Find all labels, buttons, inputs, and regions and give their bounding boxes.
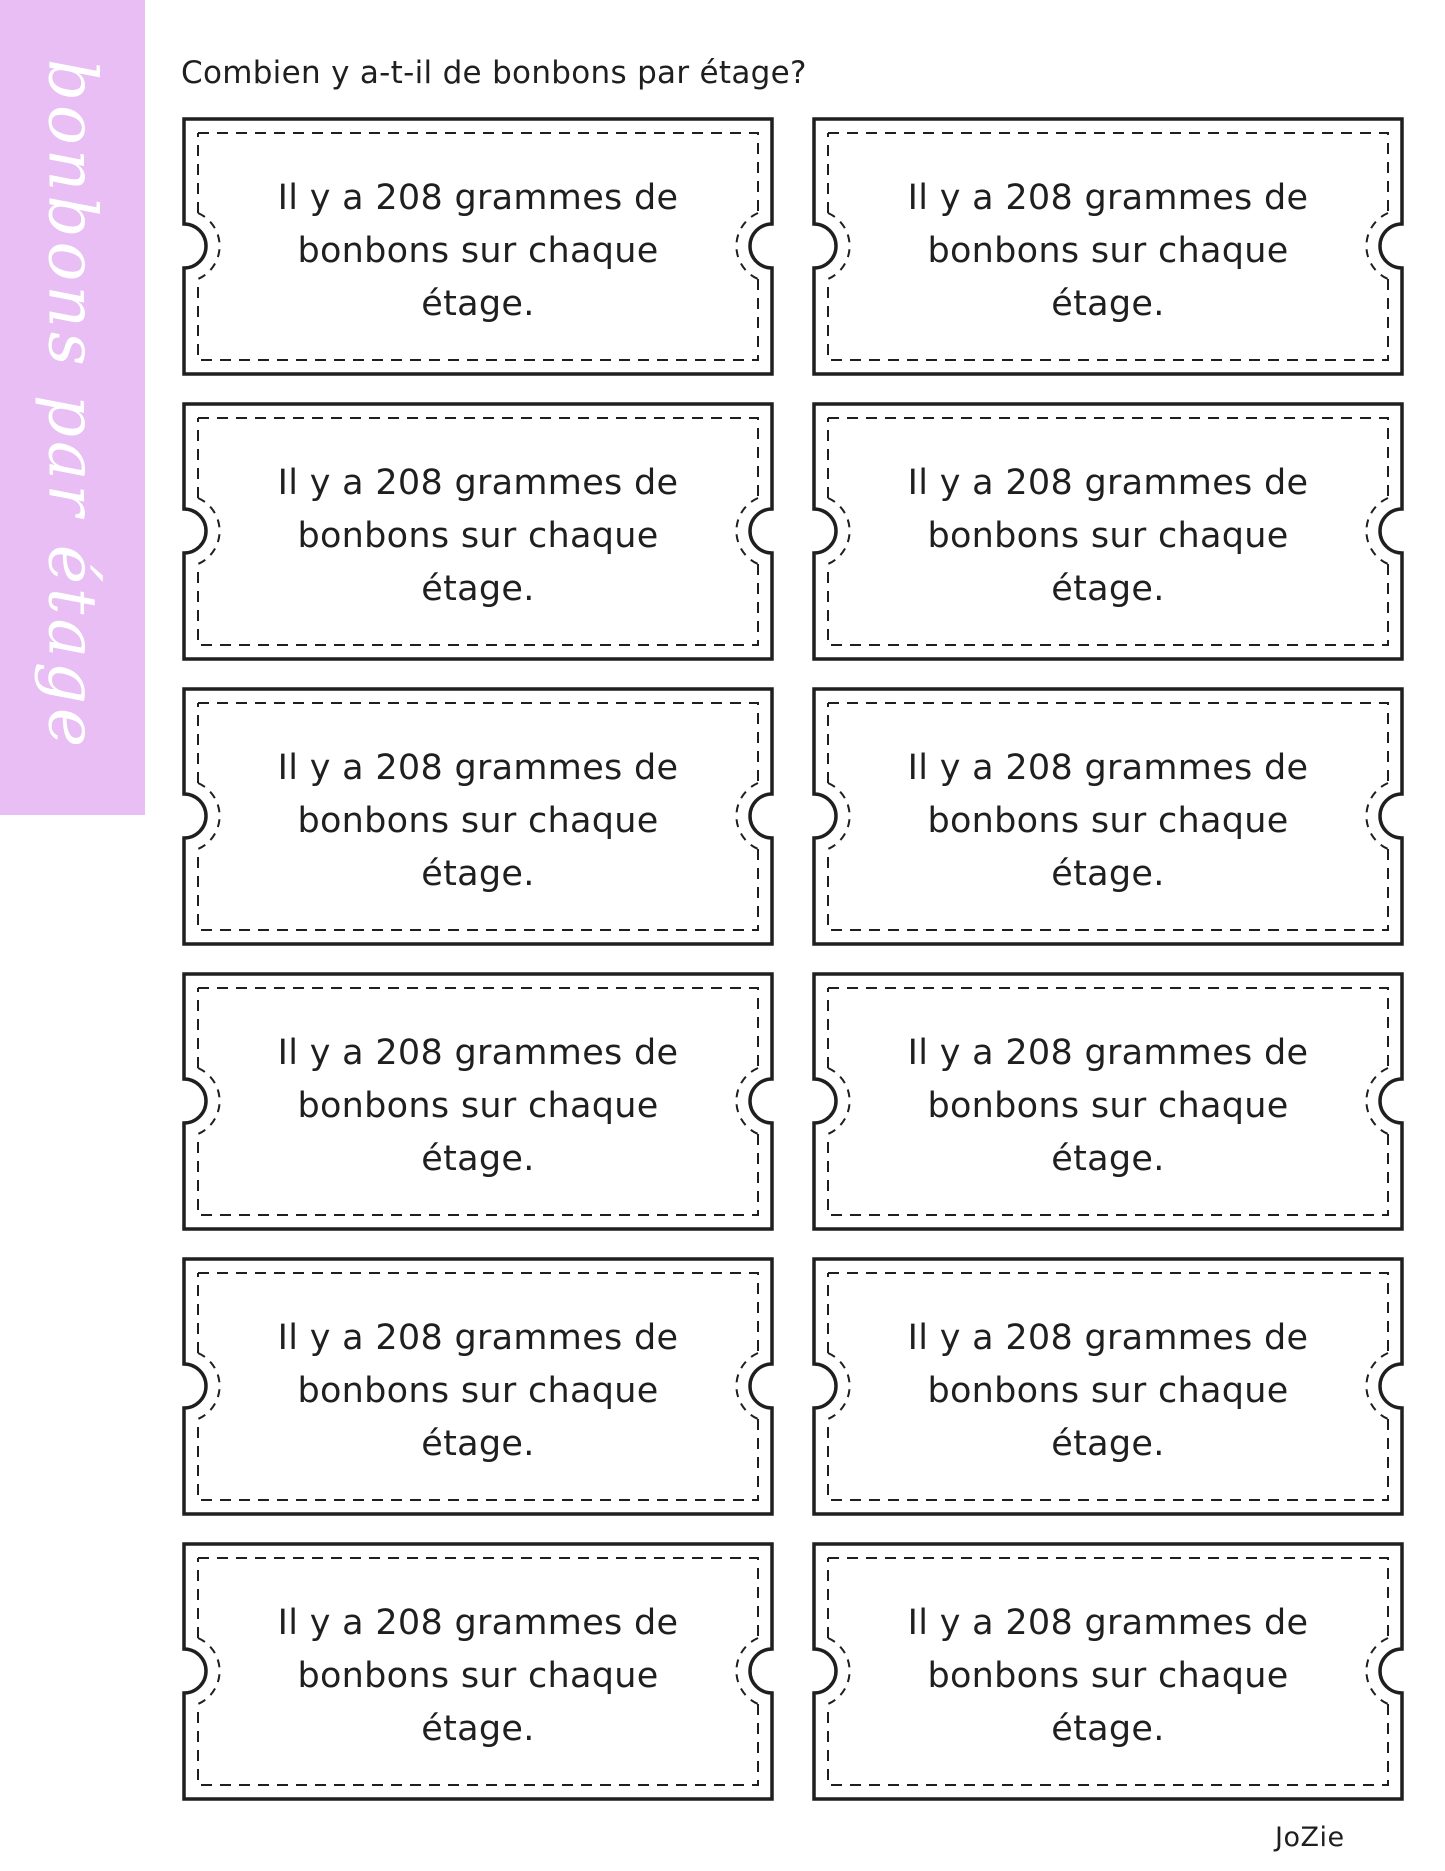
card-line: bonbons sur chaque [297, 1371, 659, 1411]
card-line: Il y a 208 grammes de [907, 178, 1309, 218]
card-line: étage. [1051, 569, 1165, 609]
card-line: étage. [1051, 284, 1165, 324]
card-text [251, 457, 705, 616]
card-line: bonbons sur chaque [927, 516, 1289, 556]
ticket-card [811, 116, 1405, 377]
ticket-card [811, 401, 1405, 662]
card-grid [181, 116, 1405, 1802]
card-line: Il y a 208 grammes de [277, 1033, 679, 1073]
card-line: bonbons sur chaque [927, 1086, 1289, 1126]
card-line: Il y a 208 grammes de [907, 1318, 1309, 1358]
card-line: étage. [421, 854, 535, 894]
brand-signature: JoZie [1275, 1822, 1345, 1853]
card-text [881, 1312, 1335, 1471]
card-line: étage. [1051, 854, 1165, 894]
card-line: bonbons sur chaque [297, 516, 659, 556]
card-text [881, 172, 1335, 331]
card-text [251, 742, 705, 901]
card-line: bonbons sur chaque [927, 231, 1289, 271]
card-line: Il y a 208 grammes de [277, 178, 679, 218]
card-line: bonbons sur chaque [297, 231, 659, 271]
card-text [881, 457, 1335, 616]
card-line: bonbons sur chaque [297, 801, 659, 841]
ticket-card [811, 971, 1405, 1232]
card-line: étage. [421, 1139, 535, 1179]
card-text [251, 172, 705, 331]
card-text [881, 1027, 1335, 1186]
ticket-card [811, 1256, 1405, 1517]
card-line: Il y a 208 grammes de [907, 463, 1309, 503]
ticket-card [181, 116, 775, 377]
ticket-card [811, 686, 1405, 947]
card-text [881, 742, 1335, 901]
ticket-card [181, 1541, 775, 1802]
card-line: Il y a 208 grammes de [907, 1603, 1309, 1643]
question-title: Combien y a-t-il de bonbons par étage? [181, 55, 807, 91]
card-line: Il y a 208 grammes de [277, 748, 679, 788]
card-text [251, 1312, 705, 1471]
card-line: étage. [1051, 1709, 1165, 1749]
card-line: bonbons sur chaque [927, 1371, 1289, 1411]
ticket-card [811, 1541, 1405, 1802]
card-line: Il y a 208 grammes de [277, 1318, 679, 1358]
card-text [251, 1597, 705, 1756]
ticket-card [181, 1256, 775, 1517]
card-line: bonbons sur chaque [297, 1656, 659, 1696]
card-line: bonbons sur chaque [297, 1086, 659, 1126]
card-line: étage. [421, 284, 535, 324]
card-line: bonbons sur chaque [927, 1656, 1289, 1696]
card-line: étage. [1051, 1424, 1165, 1464]
card-line: bonbons sur chaque [927, 801, 1289, 841]
card-line: étage. [1051, 1139, 1165, 1179]
card-text [251, 1027, 705, 1186]
card-line: étage. [421, 1709, 535, 1749]
card-line: étage. [421, 1424, 535, 1464]
side-title: bonbons par étage [33, 58, 111, 752]
card-line: étage. [421, 569, 535, 609]
ticket-card [181, 686, 775, 947]
card-line: Il y a 208 grammes de [277, 463, 679, 503]
card-line: Il y a 208 grammes de [277, 1603, 679, 1643]
card-line: Il y a 208 grammes de [907, 748, 1309, 788]
ticket-card [181, 971, 775, 1232]
card-line: Il y a 208 grammes de [907, 1033, 1309, 1073]
side-band [0, 0, 145, 815]
ticket-card [181, 401, 775, 662]
card-text [881, 1597, 1335, 1756]
